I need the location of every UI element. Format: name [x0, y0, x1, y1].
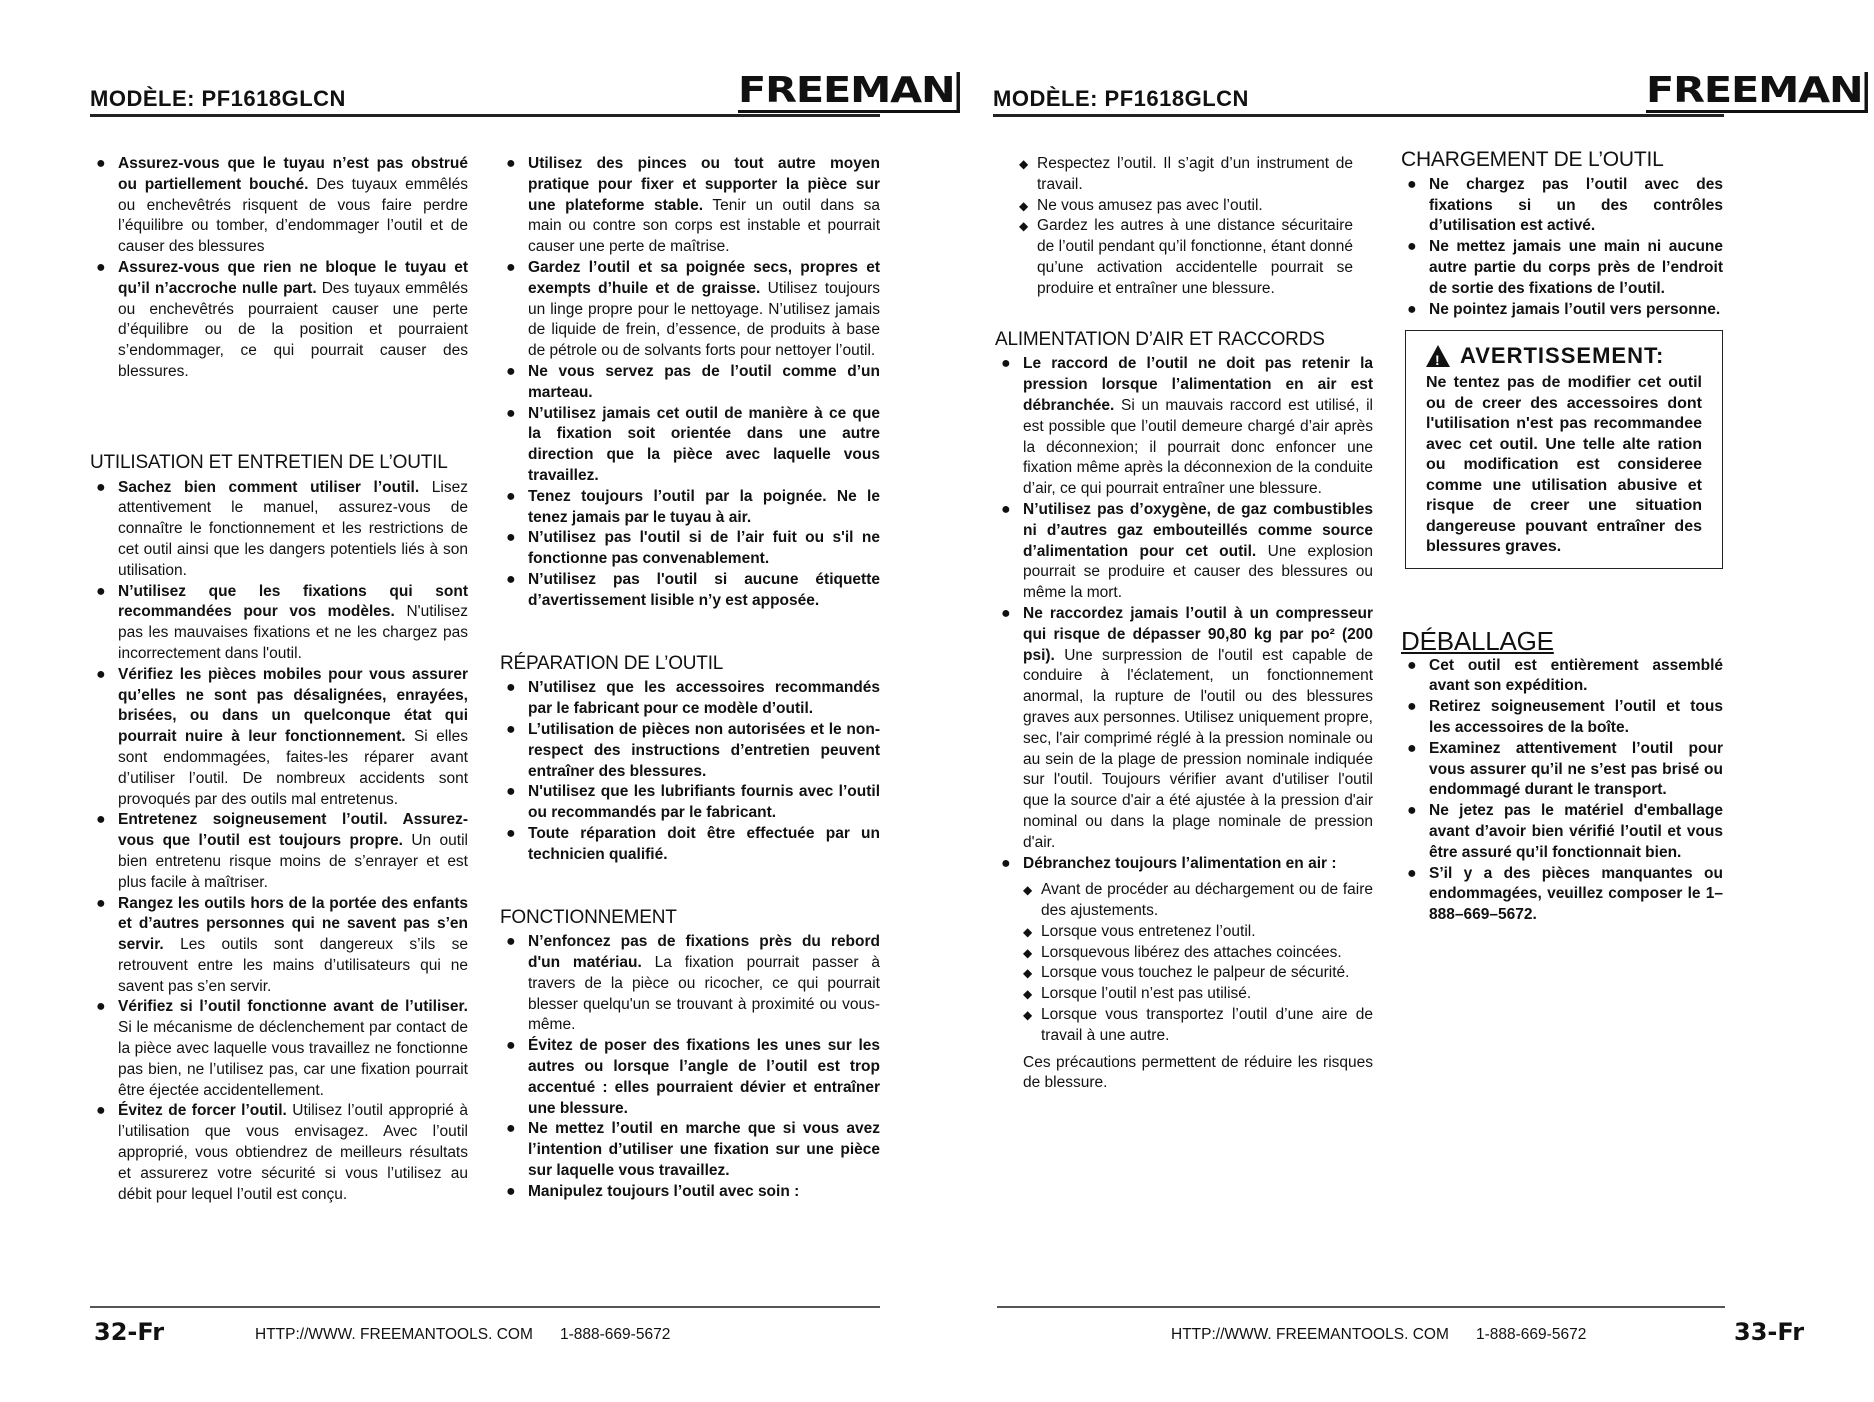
list-item	[504, 258, 880, 362]
item-bold: Assurez-vous que le tuyau n’est pas obstrué ou partiellement bouché.	[118, 155, 468, 193]
closing-note: Ces précautions permettent de réduire les risques de blessure.	[1023, 1053, 1373, 1092]
warning-box	[1405, 330, 1723, 569]
warning-title: AVERTISSEMENT:	[1460, 343, 1665, 369]
list-item	[94, 258, 468, 383]
text-span: Un outil bien entretenu risque moins de s’enrayer et est plus facile à maîtriser.	[118, 832, 468, 891]
text-span: Utilisez l’outil approprié à l’utilisation que vous envisagez. Avec l’outil approprié, vous obtiendrez de meilleurs résultats et assurerez votre sécurité si vous l’utilisez au débit pour lequel l’outil est conçu.	[118, 1102, 469, 1203]
page-number: 32-Fr	[94, 1318, 165, 1346]
list-item	[94, 582, 468, 665]
text-span: Si elles sont endommagées, faites-les réparer avant d’utiliser l’outil. De nombreux accidents sont provoqués par des outils mal entretenus.	[118, 728, 468, 808]
sub-list-item	[1019, 196, 1353, 217]
item-text: Des tuyaux emmêlés ou enchevêtrés risquent de vous faire perdre l’équilibre ou tomber, d’endommager l’outil et de causer des blessures	[118, 175, 468, 256]
sub-list-item	[1023, 943, 1373, 964]
sub-list-item	[1023, 963, 1373, 984]
text-span: Lorsque vous entretenez l’outil.	[1041, 922, 1256, 940]
list-item	[1405, 175, 1723, 237]
section-title-unpacking: DÉBALLAGE	[1401, 625, 1554, 656]
text-span: Ne vous servez pas de l’outil comme d’un marteau.	[528, 362, 880, 401]
text-span: Gardez l’outil et sa poignée secs, propres et exempts d’huile et de graisse.	[528, 258, 880, 297]
list-item	[999, 604, 1373, 854]
list-item	[1405, 739, 1723, 801]
text-span: N'utilisez que les lubrifiants fournis avec l’outil ou recommandés par le fabricant.	[528, 783, 880, 822]
list-item	[504, 487, 880, 529]
text-span: N’utilisez que les accessoires recommandés par le fabricant pour ce modèle d’outil.	[528, 679, 880, 718]
list-item	[504, 362, 880, 404]
text-span: Ne mettez l’outil en marche que si vous avez l’intention d’utiliser une fixation sur une pièce sur laquelle vous travaillez.	[528, 1120, 880, 1180]
text-span: Ne chargez pas l’outil avec des fixations si un des contrôles d’utilisation est activé.	[1429, 175, 1723, 235]
list-item	[504, 154, 880, 258]
warning-text: Ne tentez pas de modifier cet outil ou de creer des accessoires dont l'utilisation n'est pas recommandee avec cet outil. Une telle alte ration ou modification est consideree comme une utilisation abusive et risque de creer une situation dangereuse pouvant entraîner des blessures graves.	[1426, 374, 1702, 556]
list-item	[94, 810, 468, 893]
text-span: N’utilisez jamais cet outil de manière à ce que la fixation soit orientée dans une autre direction que la pièce avec laquelle vous travaillez.	[528, 404, 880, 484]
text-span: Évitez de poser des fixations les unes sur les autres ou lorsque l’angle de l’outil est trop accentué : elles pourraient dévier et entraîner une blessure.	[528, 1037, 880, 1117]
text-span: Cet outil est entièrement assemblé avant son expédition.	[1429, 656, 1723, 695]
sub-list-item	[1019, 216, 1353, 299]
page-33	[937, 0, 1874, 1402]
list-item	[504, 932, 880, 1036]
p32-column-1	[90, 154, 469, 1205]
list-item	[504, 1036, 880, 1119]
text-span: Ne pointez jamais l’outil vers personne.	[1429, 300, 1721, 318]
warning-icon: !	[1426, 345, 1450, 367]
section-title-loading: CHARGEMENT DE L’OUTIL	[1401, 148, 1664, 171]
list-item	[1405, 237, 1723, 299]
text-span: Lorsquevous libérez des attaches coincées.	[1041, 943, 1342, 961]
model-header: MODÈLE: PF1618GLCN	[993, 86, 1249, 111]
list-item	[999, 354, 1373, 500]
list-item	[504, 824, 880, 866]
section-title-operation: FONCTIONNEMENT	[500, 906, 677, 928]
list-item	[94, 478, 468, 582]
text-span: Ne raccordez jamais l’outil à un compresseur qui risque de dépasser 90,80 kg par po² (200 psi).	[1023, 604, 1373, 664]
brand-logo: FREEMAN	[1646, 72, 1868, 113]
text-span: Ne vous amusez pas avec l’outil.	[1037, 196, 1263, 214]
sub-list-item	[1023, 984, 1373, 1005]
list-item	[999, 854, 1373, 875]
section-title-air-supply: ALIMENTATION D’AIR ET RACCORDS	[995, 328, 1325, 350]
footer-url: HTTP://WWW. FREEMANTOOLS. COM	[255, 1326, 533, 1343]
text-span: Tenir un outil dans sa main ou contre son corps est instable et pourrait causer une perte de maîtrise.	[528, 196, 880, 256]
list-item	[504, 1119, 880, 1181]
text-span: Utilisez des pinces ou tout autre moyen pratique pour fixer et supporter la pièce sur une plateforme stable.	[528, 155, 880, 214]
text-span: Une surpression de l'outil est capable de conduire à l'éclatement, un fonctionnement anormal, la rupture de l'outil ou des blessures graves aux personnes. Utilisez uniquement propre, sec, l'air comprimé réglé à la pression nominale ou au sein de la plage de pression nominale indiquée sur l'outil. Toujours vérifier avant d'utiliser l'outil que la source d'air a été ajustée à la pression d'air nominal ou dans la plage nominale de pression d'air.	[1023, 646, 1373, 851]
list-item	[504, 404, 880, 487]
list-item	[94, 1101, 468, 1205]
sub-list-item	[1023, 922, 1373, 943]
text-span: Retirez soigneusement l’outil et tous les accessoires de la boîte.	[1429, 698, 1723, 737]
list-item	[94, 665, 468, 811]
list-item	[504, 678, 880, 720]
text-span: Tenez toujours l’outil par la poignée. Ne le tenez jamais par le tuyau à air.	[528, 487, 880, 526]
footer-url: HTTP://WWW. FREEMANTOOLS. COM	[1171, 1326, 1449, 1343]
text-span: Les outils sont dangereux s’ils se retrouvent entre les mains d’utilisateurs qui ne savent pas s’en servir.	[118, 936, 468, 995]
list-item	[94, 154, 468, 258]
text-span: N’utilisez pas l'outil si aucune étiquette d’avertissement lisible n’y est apposée.	[528, 570, 880, 609]
text-span: Examinez attentivement l’outil pour vous assurer qu’il ne s’est pas brisé ou endommagé durant le transport.	[1429, 739, 1723, 799]
text-span: Lisez attentivement le manuel, assurez-vous de connaître le fonctionnement et les restrictions de cet outil ainsi que les dangers potentiels liés à son utilisation.	[118, 478, 468, 579]
list-item	[504, 782, 880, 824]
text-span: N’utilisez pas l'outil si de l’air fuit ou s'il ne fonctionne pas convenablement.	[528, 529, 880, 568]
header-rule	[90, 114, 880, 117]
list-item	[1405, 656, 1723, 698]
text-span: Lorsque vous touchez le palpeur de sécurité.	[1041, 964, 1350, 982]
list-item	[504, 720, 880, 782]
text-span: Toute réparation doit être effectuée par un technicien qualifié.	[528, 824, 880, 863]
text-span: Utilisez toujours un linge propre pour le nettoyage. N’utilisez jamais de liquide de frein, d’essence, de produits à base de pétrole ou de solvants forts pour nettoyer l’outil.	[528, 279, 880, 360]
text-span: Ne mettez jamais une main ni aucune autre partie du corps près de l’endroit de sortie des fixations de l’outil.	[1429, 238, 1723, 297]
text-span: S’il y a des pièces manquantes ou endommagées, veuillez composer le 1–888–669–5672.	[1429, 864, 1723, 924]
text-span: N'utilisez pas les mauvaises fixations et ne les chargez pas incorrectement dans l'outil.	[118, 603, 468, 662]
text-span: Assurez-vous que rien ne bloque le tuyau et qu’il n’accroche nulle part.	[118, 258, 468, 297]
text-span: Gardez les autres à une distance sécuritaire de l’outil pendant qu’il fonctionne, étant donné qu’une activation accidentelle pourrait se produire et entraîner une blessure.	[1037, 217, 1353, 297]
list-item	[504, 528, 880, 570]
model-header: MODÈLE: PF1618GLCN	[90, 86, 346, 111]
text-span: Lorsque vous transportez l’outil d’une aire de travail à une autre.	[1041, 1006, 1373, 1044]
brand-logo: FREEMAN	[738, 72, 960, 113]
text-span: L’utilisation de pièces non autorisées et le non-respect des instructions d’entretien peuvent entraîner des blessures.	[528, 720, 880, 780]
sub-list-item	[1019, 154, 1353, 196]
section-title-repair: RÉPARATION DE L’OUTIL	[500, 652, 724, 674]
text-span: Rangez les outils hors de la portée des enfants et d’autres personnes qui ne savent pas s’en servir.	[118, 894, 468, 954]
list-item	[1405, 801, 1723, 863]
sub-list-item	[1023, 1005, 1373, 1047]
footer-phone: 1-888-669-5672	[1476, 1326, 1587, 1343]
text-span: Manipulez toujours l’outil avec soin :	[528, 1182, 800, 1200]
text-span: La fixation pourrait passer à travers de la pièce ou ricocher, ce qui pourrait blesser quelqu'un se trouvant à proximité ou vous-même.	[528, 954, 880, 1034]
p33-column-1	[995, 154, 1373, 1094]
footer-rule	[90, 1306, 880, 1308]
text-span: Ne jetez pas le matériel d'emballage avant d’avoir bien vérifié l’outil et vous être assuré qu’il fonctionnait bien.	[1429, 802, 1723, 861]
text-span: N’utilisez que les fixations qui sont recommandées pour vos modèles.	[118, 582, 468, 621]
text-span: Évitez de forcer l’outil.	[118, 1102, 287, 1120]
text-span: Entretenez soigneusement l’outil. Assurez-vous que l’outil est toujours propre.	[118, 811, 468, 850]
text-span: Le raccord de l’outil ne doit pas retenir la pression lorsque l’alimentation en air est débranchée.	[1023, 355, 1373, 414]
text-span: Débranchez toujours l’alimentation en air :	[1023, 854, 1337, 872]
text-span: N’utilisez pas d’oxygène, de gaz combustibles ni d’autres gaz embouteillés comme source d’alimentation pour cet outil.	[1023, 500, 1373, 560]
text-span: Sachez bien comment utiliser l’outil.	[118, 478, 420, 496]
list-item	[1405, 864, 1723, 926]
section-title-usage: UTILISATION ET ENTRETIEN DE L’OUTIL	[90, 451, 448, 473]
p32-column-2	[500, 154, 880, 1203]
list-item	[504, 570, 880, 612]
text-span: Avant de procéder au déchargement ou de faire des ajustements.	[1041, 881, 1373, 920]
list-item	[94, 997, 468, 1101]
list-item	[1405, 300, 1723, 321]
sub-list-item	[1023, 880, 1373, 922]
list-item	[94, 894, 468, 998]
text-span: Respectez l’outil. Il s’agit d’un instrument de travail.	[1037, 155, 1353, 193]
header-rule	[993, 114, 1724, 117]
text-span: Vérifiez les pièces mobiles pour vous assurer qu’elles ne sont pas désalignées, enrayées, brisées, ou dans un quelconque état qui pourrait nuire à leur fonctionnement.	[118, 665, 468, 746]
page-number: 33-Fr	[1734, 1318, 1805, 1346]
text-span: Vérifiez si l’outil fonctionne avant de l’utiliser.	[118, 998, 468, 1016]
footer-phone: 1-888-669-5672	[560, 1326, 671, 1343]
text-span: N’enfoncez pas de fixations près du rebord d'un matériau.	[528, 933, 880, 972]
list-item	[504, 1182, 880, 1203]
text-span: Lorsque l’outil n’est pas utilisé.	[1041, 985, 1252, 1003]
list-item	[1405, 697, 1723, 739]
text-span: Si un mauvais raccord est utilisé, il est possible que l’outil demeure chargé d’air après la déconnexion; il pourrait donc enfoncer une fixation même après la déconnexion de la conduite d’air, ce qui pourrait entraîner une blessure.	[1023, 396, 1373, 498]
footer-rule	[997, 1306, 1725, 1308]
text-span: Si le mécanisme de déclenchement par contact de la pièce avec laquelle vous travaillez ne fonctionne pas bien, ne l’utilisez pas, car une fixation pourrait être éjectée accidentellement.	[118, 1019, 468, 1099]
text-span: Des tuyaux emmêlés ou enchevêtrés pourraient causer une perte d’équilibre ou de la position et pourraient s’endommager, ce qui pourrait causer des blessures.	[118, 279, 468, 380]
text-span: Une explosion pourrait se produire et causer des blessures ou même la mort.	[1023, 542, 1373, 602]
list-item	[999, 500, 1373, 604]
p33-column-2	[1401, 148, 1723, 926]
